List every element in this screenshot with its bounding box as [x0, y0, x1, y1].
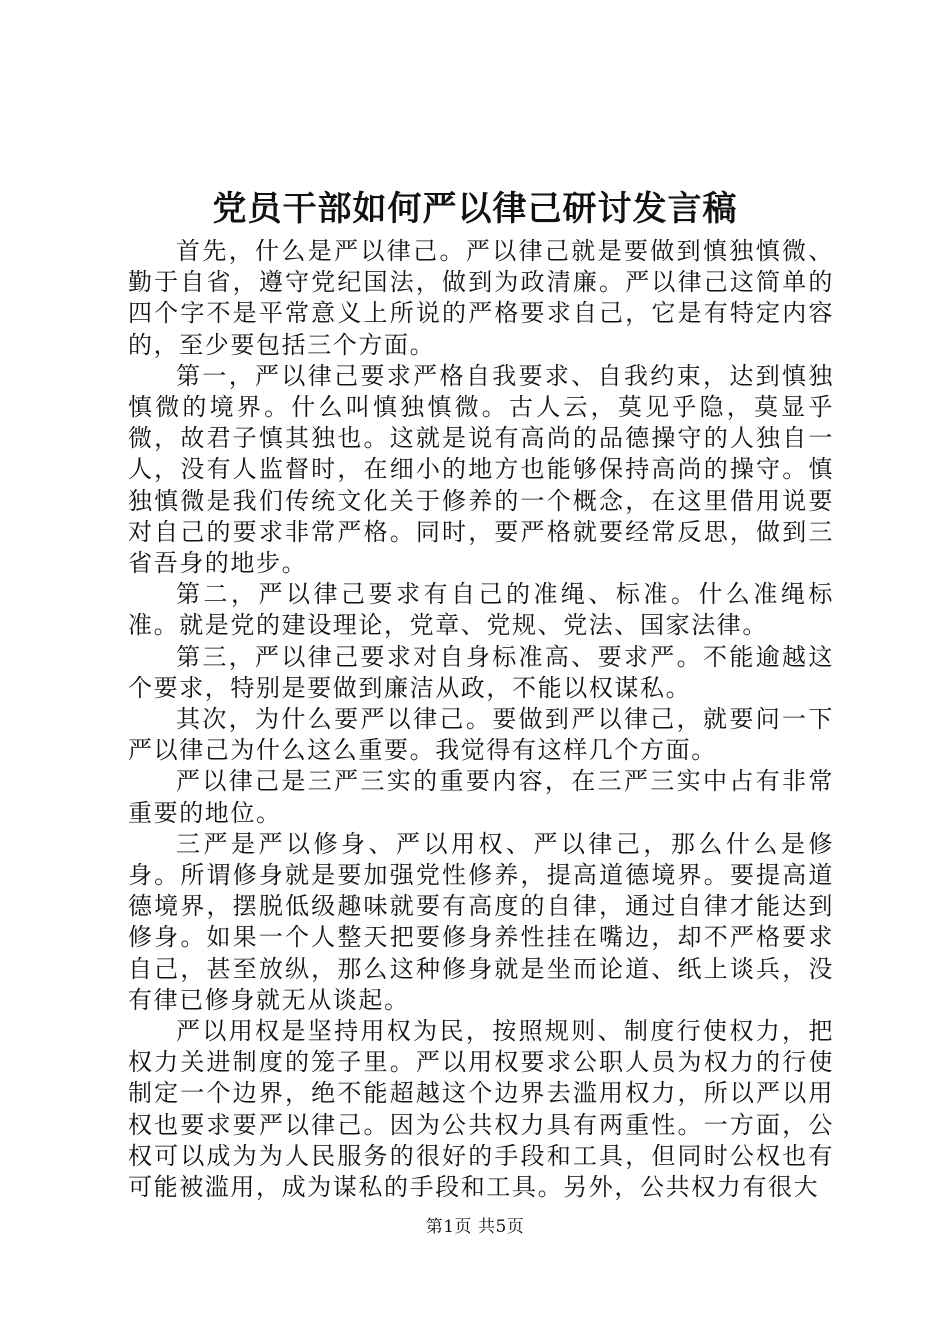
document-body — [128, 236, 834, 1203]
document-title: 党员干部如何严以律己研讨发言稿 — [212, 189, 738, 229]
paragraph: 严以律己是三严三实的重要内容，在三严三实中占有非常重要的地位。 — [128, 767, 834, 827]
paragraph: 其次，为什么要严以律己。要做到严以律己，就要问一下严以律己为什么这么重要。我觉得有这样几个方面。 — [128, 705, 834, 765]
paragraph: 第二，严以律己要求有自己的准绳、标准。什么准绳标准。就是党的建设理论，党章、党规、党法、国家法律。 — [128, 580, 834, 640]
paragraph: 第三，严以律己要求对自身标准高、要求严。不能逾越这个要求，特别是要做到廉洁从政，不能以权谋私。 — [128, 642, 834, 702]
paragraph: 首先，什么是严以律己。严以律己就是要做到慎独慎微、勤于自省，遵守党纪国法，做到为政清廉。严以律己这简单的四个字不是平常意义上所说的严格要求自己，它是有特定内容的，至少要包括三个方面。 — [128, 237, 834, 359]
page-number-footer: 第1页 共5页 — [425, 1217, 525, 1237]
paragraph: 第一，严以律己要求严格自我要求、自我约束，达到慎独慎微的境界。什么叫慎独慎微。古人云，莫见乎隐，莫显乎微，故君子慎其独也。这就是说有高尚的品德操守的人独自一人，没有人监督时，在细小的地方也能够保持高尚的操守。慎独慎微是我们传统文化关于修养的一个概念，在这里借用说要对自己的要求非常严格。同时，要严格就要经常反思，做到三省吾身的地步。 — [128, 361, 834, 578]
paragraph: 严以用权是坚持用权为民，按照规则、制度行使权力，把权力关进制度的笼子里。严以用权要求公职人员为权力的行使制定一个边界，绝不能超越这个边界去滥用权力，所以严以用权也要求要严以律己。因为公共权力具有两重性。一方面，公权可以成为为人民服务的很好的手段和工具，但同时公权也有可能被滥用，成为谋私的手段和工具。另外，公共权力有很大 — [128, 1017, 834, 1202]
paragraph: 三严是严以修身、严以用权、严以律己，那么什么是修身。所谓修身就是要加强党性修养，提高道德境界。要提高道德境界，摆脱低级趣味就要有高度的自律，通过自律才能达到修身。如果一个人整天把要修身养性挂在嘴边，却不严格要求自己，甚至放纵，那么这种修身就是坐而论道、纸上谈兵，没有律已修身就无从谈起。 — [128, 829, 834, 1014]
